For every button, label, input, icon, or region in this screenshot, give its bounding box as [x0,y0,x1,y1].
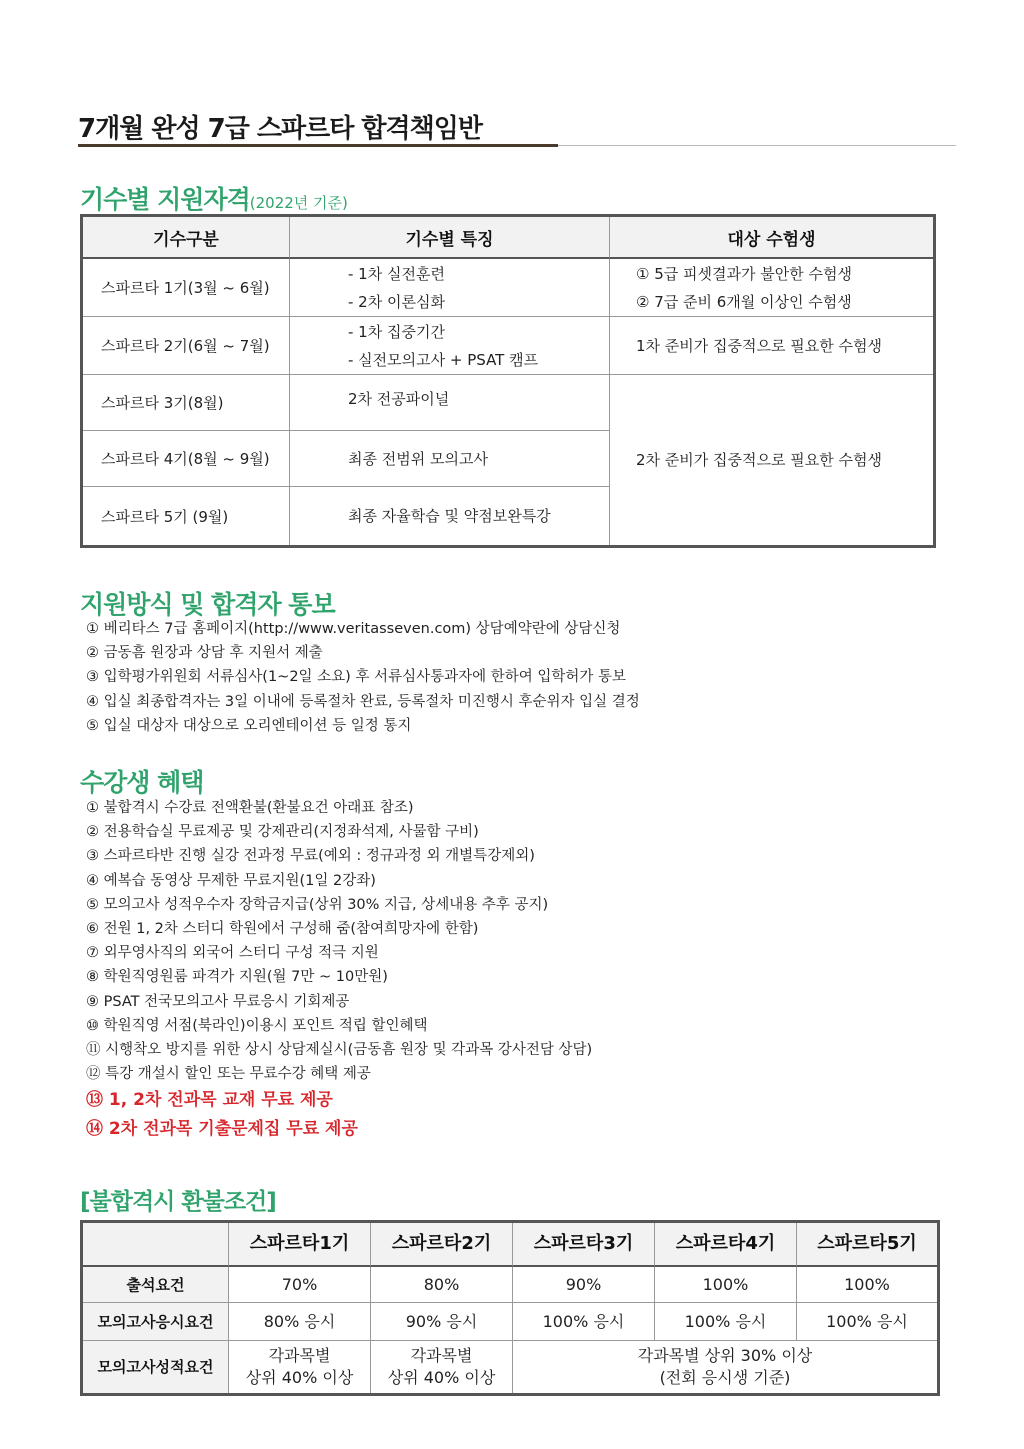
list-item: ⑤ 입실 대상자 대상으로 오리엔테이션 등 일정 통지 [86,717,412,734]
cell-value: 70% [229,1267,371,1303]
list-item: ⑧ 학원직영원룸 파격가 지원(월 7만 ~ 10만원) [86,969,388,986]
list-item: ⑪ 시행착오 방지를 위한 상시 상담제실시(금동흠 원장 및 각과목 강사전담 상담) [86,1042,593,1059]
list-item: ③ 스파르타반 진행 실강 전과정 무료(예외 : 정규과정 외 개별특강제외) [86,848,535,865]
header-col: 스파르타5기 [797,1223,937,1267]
list-item: ⑩ 학원직영 서점(북라인)이용시 포인트 적립 할인혜택 [86,1017,428,1034]
header-blank [83,1223,229,1267]
cell-value: 100% [797,1267,937,1303]
list-item: ② 전용학습실 무료제공 및 강제관리(지정좌석제, 사물함 구비) [86,824,479,841]
cohort-name: 스파르타 5기 (9월) [83,487,290,545]
cohort-targets: ① 5급 피셋결과가 불안한 수험생 ② 7급 준비 6개월 이상인 수험생 [610,259,933,317]
eligibility-table [80,214,936,548]
benefits-list [86,796,592,1144]
list-item: ⑥ 전원 1, 2차 스터디 학원에서 구성해 줌(참여희망자에 한함) [86,921,479,938]
cell-value: 100% 응시 [513,1303,655,1341]
header-col: 스파르타4기 [655,1223,797,1267]
cell-value: 100% 응시 [655,1303,797,1341]
header-cohort: 기수구분 [83,217,290,259]
row-label: 모의고사응시요건 [83,1303,229,1341]
cohort-name: 스파르타 2기(6월 ~ 7월) [83,317,290,375]
cohort-name: 스파르타 4기(8월 ~ 9월) [83,431,290,487]
highlight-item: ⑬ 1, 2차 전과목 교재 무료 제공 [86,1090,333,1111]
cell-value: 각과목별 상위 40% 이상 [371,1341,513,1393]
section-eligibility-title: 기수별 지원자격(2022년 기준) [80,185,348,214]
cohort-features: - 1차 실전훈련 - 2차 이론심화 [290,259,610,317]
row-label: 모의고사성적요건 [83,1341,229,1393]
cohort-features: - 1차 집중기간 - 실전모의고사 + PSAT 캠프 [290,317,610,375]
section-eligibility-subtitle: (2022년 기준) [249,194,348,212]
header-target: 대상 수험생 [610,217,933,259]
cohort-features: 최종 전범위 모의고사 [290,431,610,487]
refund-title: [불합격시 환불조건] [80,1189,276,1215]
cell-value: 80% 응시 [229,1303,371,1341]
list-item: ① 불합격시 수강료 전액환불(환불요건 아래표 참조) [86,800,414,816]
application-list [86,617,640,738]
cohort-features: 최종 자율학습 및 약점보완특강 [290,487,610,545]
refund-table [80,1220,940,1396]
header-col: 스파르타2기 [371,1223,513,1267]
cell-merged: 각과목별 상위 30% 이상 (전회 응시생 기준) [637,1346,813,1387]
cell-value: 80% [371,1267,513,1303]
list-item: ⑫ 특강 개설시 할인 또는 무료수강 혜택 제공 [86,1066,371,1083]
header-col: 스파르타3기 [513,1223,655,1267]
row-label: 출석요건 [83,1267,229,1303]
title-underline [78,144,558,147]
list-item: ④ 예복습 동영상 무제한 무료지원(1일 2강좌) [86,872,376,889]
header-features: 기수별 특징 [290,217,610,259]
highlight-item: ⑭ 2차 전과목 기출문제집 무료 제공 [86,1119,358,1140]
cell-value: 90% [513,1267,655,1303]
list-item: ③ 입학평가위원회 서류심사(1~2일 소요) 후 서류심사통과자에 한하여 입학허가 통보 [86,669,627,686]
header-col: 스파르타1기 [229,1223,371,1267]
cell-value: 100% 응시 [797,1303,937,1341]
cohort-targets: 1차 준비가 집중적으로 필요한 수험생 [610,317,933,375]
list-item: ④ 입실 최종합격자는 3일 이내에 등록절차 완료, 등록절차 미진행시 후순위자 입실 결정 [86,693,640,710]
list-item: ⑦ 외무영사직의 외국어 스터디 구성 적극 지원 [86,945,379,962]
section-application-title: 지원방식 및 합격자 통보 [80,590,335,619]
cell-value: 각과목별 상위 40% 이상 [229,1341,371,1393]
cell-value: 100% [655,1267,797,1303]
list-item: ① 베리타스 7급 홈페이지(http://www.veritasseven.com) 상담예약란에 상담신청 [86,621,621,637]
list-item: ⑤ 모의고사 성적우수자 장학금지급(상위 30% 지급, 상세내용 추후 공지) [86,896,549,913]
list-item: ⑨ PSAT 전국모의고사 무료응시 기회제공 [86,993,350,1010]
cohort-name: 스파르타 3기(8월) [83,375,290,431]
page-title: 7개월 완성 7급 스파르타 합격책임반 [78,114,483,144]
cohort-name: 스파르타 1기(3월 ~ 6월) [83,259,290,317]
cohort-features: 2차 전공파이널 [290,375,610,431]
list-item: ② 금동흠 원장과 상담 후 지원서 제출 [86,645,323,662]
section-benefits-title: 수강생 혜택 [80,768,204,797]
cell-value: 90% 응시 [371,1303,513,1341]
merged-target: 2차 준비가 집중적으로 필요한 수험생 [636,451,882,469]
